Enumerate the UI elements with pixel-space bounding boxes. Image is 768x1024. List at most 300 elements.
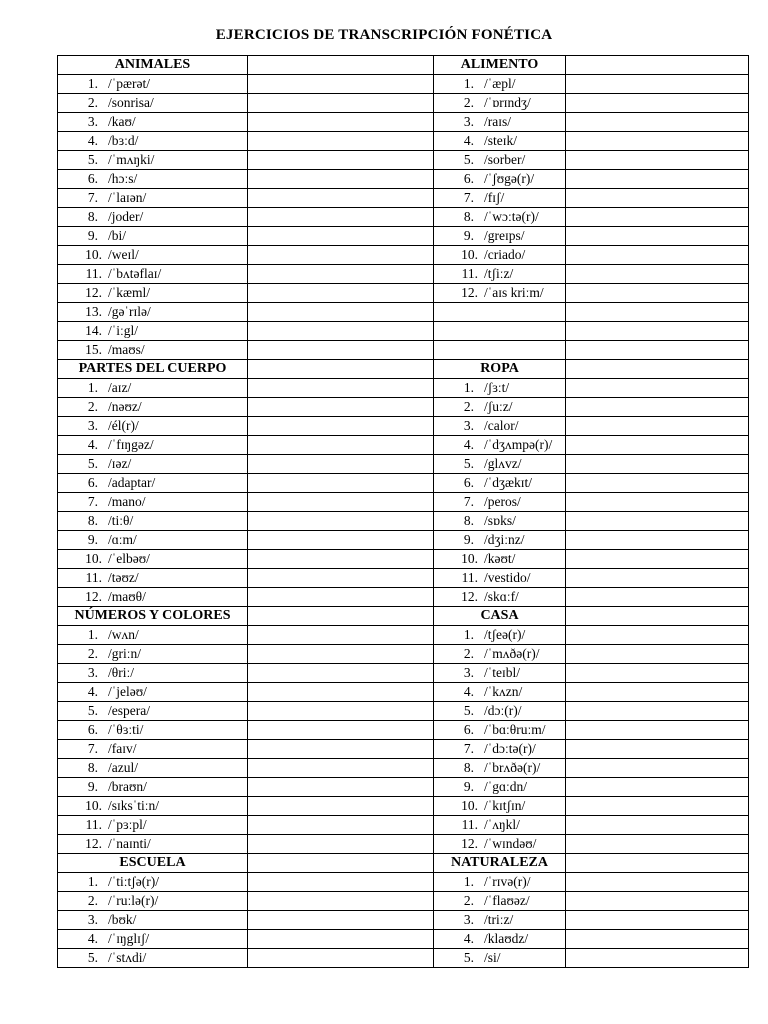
table-row bbox=[58, 474, 749, 493]
answer-cell[interactable] bbox=[566, 341, 749, 360]
answer-cell[interactable] bbox=[248, 151, 434, 170]
word-cell bbox=[58, 189, 248, 208]
table-row bbox=[58, 284, 749, 303]
answer-cell[interactable] bbox=[248, 930, 434, 949]
phonetic-word: /ˈθɜːti/ bbox=[108, 722, 144, 737]
phonetic-word: /θriː/ bbox=[108, 665, 134, 680]
table-row bbox=[58, 664, 749, 683]
phonetic-word: /triːz/ bbox=[484, 912, 514, 927]
table-row bbox=[58, 379, 749, 398]
phonetic-word: /ˈstʌdi/ bbox=[108, 950, 147, 965]
answer-cell[interactable] bbox=[248, 721, 434, 740]
answer-cell[interactable] bbox=[248, 550, 434, 569]
section-heading: ESCUELA bbox=[58, 854, 248, 873]
answer-cell[interactable] bbox=[566, 265, 749, 284]
table-row bbox=[58, 816, 749, 835]
answer-cell[interactable] bbox=[248, 607, 434, 626]
item-number: 3. bbox=[87, 912, 98, 927]
answer-cell[interactable] bbox=[248, 436, 434, 455]
item-number: 3. bbox=[87, 418, 98, 433]
answer-cell[interactable] bbox=[566, 645, 749, 664]
table-row bbox=[58, 778, 749, 797]
answer-cell[interactable] bbox=[248, 189, 434, 208]
table-row bbox=[58, 873, 749, 892]
phonetic-word: /ˈnaɪnti/ bbox=[108, 836, 151, 851]
answer-cell[interactable] bbox=[566, 816, 749, 835]
phonetic-word: /bɜːd/ bbox=[108, 133, 139, 148]
item-number: 10. bbox=[85, 798, 102, 813]
item-number: 1. bbox=[463, 627, 474, 642]
item-number: 9. bbox=[87, 779, 98, 794]
answer-cell[interactable] bbox=[248, 360, 434, 379]
phonetic-word: /təʊz/ bbox=[108, 570, 139, 585]
answer-cell[interactable] bbox=[248, 892, 434, 911]
answer-cell[interactable] bbox=[566, 379, 749, 398]
item-number: 8. bbox=[463, 209, 474, 224]
item-number: 7. bbox=[463, 494, 474, 509]
word-cell bbox=[434, 683, 566, 702]
answer-cell[interactable] bbox=[248, 645, 434, 664]
item-number: 6. bbox=[463, 722, 474, 737]
answer-cell[interactable] bbox=[248, 170, 434, 189]
answer-cell[interactable] bbox=[566, 588, 749, 607]
answer-cell[interactable] bbox=[566, 702, 749, 721]
word-cell bbox=[58, 379, 248, 398]
table-row bbox=[58, 493, 749, 512]
phonetic-word: /dʒiːnz/ bbox=[484, 532, 525, 547]
phonetic-word: /ˈmʌŋki/ bbox=[108, 152, 155, 167]
answer-cell[interactable] bbox=[566, 683, 749, 702]
item-number: 2. bbox=[463, 95, 474, 110]
item-number: 5. bbox=[87, 950, 98, 965]
section-heading: ALIMENTO bbox=[434, 56, 566, 75]
answer-cell[interactable] bbox=[566, 930, 749, 949]
phonetic-word: /ˈelbəʊ/ bbox=[108, 551, 150, 566]
answer-cell[interactable] bbox=[566, 303, 749, 322]
phonetic-word: /weɪl/ bbox=[108, 247, 139, 262]
answer-cell[interactable] bbox=[248, 626, 434, 645]
word-cell bbox=[58, 493, 248, 512]
answer-cell[interactable] bbox=[566, 531, 749, 550]
answer-cell[interactable] bbox=[566, 911, 749, 930]
word-cell bbox=[434, 246, 566, 265]
answer-cell[interactable] bbox=[566, 778, 749, 797]
phonetic-word: /ˈʌŋkl/ bbox=[484, 817, 520, 832]
phonetic-word: /bi/ bbox=[108, 228, 127, 243]
word-cell bbox=[434, 550, 566, 569]
phonetic-word: /calor/ bbox=[484, 418, 519, 433]
answer-cell[interactable] bbox=[566, 417, 749, 436]
answer-cell[interactable] bbox=[248, 113, 434, 132]
word-cell bbox=[434, 284, 566, 303]
phonetic-word: /adaptar/ bbox=[108, 475, 156, 490]
answer-cell[interactable] bbox=[566, 75, 749, 94]
section-heading: NÚMEROS Y COLORES bbox=[58, 607, 248, 626]
item-number: 7. bbox=[463, 190, 474, 205]
answer-cell[interactable] bbox=[248, 75, 434, 94]
word-cell bbox=[58, 303, 248, 322]
phonetic-word: /ˈwɪndəʊ/ bbox=[484, 836, 537, 851]
table-row bbox=[58, 721, 749, 740]
item-number: 12. bbox=[85, 836, 102, 851]
answer-cell[interactable] bbox=[566, 835, 749, 854]
table-row bbox=[58, 835, 749, 854]
item-number: 7. bbox=[87, 741, 98, 756]
word-cell bbox=[58, 683, 248, 702]
answer-cell[interactable] bbox=[566, 170, 749, 189]
item-number: 6. bbox=[463, 171, 474, 186]
answer-cell[interactable] bbox=[248, 132, 434, 151]
answer-cell[interactable] bbox=[248, 588, 434, 607]
phonetic-word: /ˈdʒækɪt/ bbox=[484, 475, 532, 490]
phonetic-word: /tʃiːz/ bbox=[484, 266, 514, 281]
phonetic-word: /ˈdʒʌmpə(r)/ bbox=[484, 437, 553, 452]
answer-cell[interactable] bbox=[566, 626, 749, 645]
word-cell bbox=[434, 721, 566, 740]
word-cell bbox=[58, 645, 248, 664]
item-number: 8. bbox=[87, 760, 98, 775]
answer-cell[interactable] bbox=[248, 303, 434, 322]
phonetic-word: /ˈkɪtʃɪn/ bbox=[484, 798, 526, 813]
word-cell bbox=[58, 132, 248, 151]
answer-cell[interactable] bbox=[566, 189, 749, 208]
phonetic-word: /hɔːs/ bbox=[108, 171, 138, 186]
table-row bbox=[58, 265, 749, 284]
answer-cell[interactable] bbox=[248, 474, 434, 493]
section-heading: CASA bbox=[434, 607, 566, 626]
word-cell bbox=[434, 531, 566, 550]
item-number: 5. bbox=[87, 703, 98, 718]
answer-cell[interactable] bbox=[566, 113, 749, 132]
item-number: 1. bbox=[463, 874, 474, 889]
item-number: 11. bbox=[85, 570, 102, 585]
table-row bbox=[58, 341, 749, 360]
section-header-row bbox=[58, 607, 749, 626]
answer-cell[interactable] bbox=[566, 208, 749, 227]
word-cell bbox=[58, 816, 248, 835]
word-cell bbox=[58, 246, 248, 265]
phonetic-word: /ˈʃʊgə(r)/ bbox=[484, 171, 535, 186]
answer-cell[interactable] bbox=[566, 512, 749, 531]
phonetic-word: /vestido/ bbox=[484, 570, 531, 585]
word-cell bbox=[58, 455, 248, 474]
answer-cell[interactable] bbox=[248, 740, 434, 759]
word-cell bbox=[58, 208, 248, 227]
word-cell bbox=[434, 436, 566, 455]
item-number: 3. bbox=[87, 665, 98, 680]
answer-cell[interactable] bbox=[248, 208, 434, 227]
phonetic-word: /joder/ bbox=[108, 209, 144, 224]
answer-cell[interactable] bbox=[248, 227, 434, 246]
answer-cell[interactable] bbox=[566, 455, 749, 474]
word-cell bbox=[434, 132, 566, 151]
word-cell bbox=[58, 626, 248, 645]
word-cell bbox=[58, 588, 248, 607]
item-number: 7. bbox=[87, 190, 98, 205]
answer-cell[interactable] bbox=[566, 607, 749, 626]
item-number: 7. bbox=[463, 741, 474, 756]
table-row bbox=[58, 759, 749, 778]
phonetic-word: /ˈkʌzn/ bbox=[484, 684, 523, 699]
empty-cell bbox=[434, 322, 566, 341]
item-number: 4. bbox=[463, 437, 474, 452]
phonetic-word: /ˈrɪvə(r)/ bbox=[484, 874, 531, 889]
table-row bbox=[58, 930, 749, 949]
word-cell bbox=[434, 569, 566, 588]
answer-cell[interactable] bbox=[248, 911, 434, 930]
item-number: 9. bbox=[87, 532, 98, 547]
answer-cell[interactable] bbox=[248, 816, 434, 835]
answer-cell[interactable] bbox=[566, 797, 749, 816]
phonetic-word: /bʊk/ bbox=[108, 912, 137, 927]
answer-cell[interactable] bbox=[248, 379, 434, 398]
item-number: 8. bbox=[463, 513, 474, 528]
phonetic-word: /klaʊdz/ bbox=[484, 931, 529, 946]
word-cell bbox=[434, 417, 566, 436]
item-number: 1. bbox=[463, 76, 474, 91]
item-number: 9. bbox=[463, 228, 474, 243]
answer-cell[interactable] bbox=[566, 227, 749, 246]
word-cell bbox=[434, 873, 566, 892]
section-heading: ANIMALES bbox=[58, 56, 248, 75]
table-row bbox=[58, 398, 749, 417]
answer-cell[interactable] bbox=[248, 759, 434, 778]
word-cell bbox=[58, 417, 248, 436]
word-cell bbox=[58, 531, 248, 550]
phonetic-word: /ˈlaɪən/ bbox=[108, 190, 147, 205]
answer-cell[interactable] bbox=[248, 949, 434, 968]
word-cell bbox=[434, 892, 566, 911]
item-number: 3. bbox=[87, 114, 98, 129]
answer-cell[interactable] bbox=[248, 455, 434, 474]
answer-cell[interactable] bbox=[566, 94, 749, 113]
answer-cell[interactable] bbox=[566, 569, 749, 588]
phonetic-word: /skɑːf/ bbox=[484, 589, 519, 604]
word-cell bbox=[434, 626, 566, 645]
table-row bbox=[58, 303, 749, 322]
answer-cell[interactable] bbox=[566, 436, 749, 455]
word-cell bbox=[58, 436, 248, 455]
table-row bbox=[58, 588, 749, 607]
item-number: 10. bbox=[85, 551, 102, 566]
answer-cell[interactable] bbox=[248, 94, 434, 113]
phonetic-word: /ˈɒrɪndʒ/ bbox=[484, 95, 531, 110]
item-number: 6. bbox=[87, 722, 98, 737]
word-cell bbox=[58, 721, 248, 740]
answer-cell[interactable] bbox=[248, 778, 434, 797]
word-cell bbox=[434, 208, 566, 227]
answer-cell[interactable] bbox=[248, 664, 434, 683]
phonetic-word: /maʊs/ bbox=[108, 342, 145, 357]
item-number: 3. bbox=[463, 912, 474, 927]
word-cell bbox=[434, 379, 566, 398]
answer-cell[interactable] bbox=[566, 398, 749, 417]
answer-cell[interactable] bbox=[566, 892, 749, 911]
phonetic-word: /nəʊz/ bbox=[108, 399, 142, 414]
word-cell bbox=[434, 113, 566, 132]
section-header-row bbox=[58, 360, 749, 379]
item-number: 10. bbox=[461, 798, 478, 813]
word-cell bbox=[58, 284, 248, 303]
word-cell bbox=[434, 778, 566, 797]
table-row bbox=[58, 151, 749, 170]
item-number: 3. bbox=[463, 114, 474, 129]
transcription-table bbox=[57, 55, 749, 968]
answer-cell[interactable] bbox=[566, 854, 749, 873]
answer-cell[interactable] bbox=[248, 322, 434, 341]
phonetic-word: /ˈwɔːtə(r)/ bbox=[484, 209, 539, 224]
phonetic-word: /wʌn/ bbox=[108, 627, 139, 642]
phonetic-word: /ˈpɜːpl/ bbox=[108, 817, 147, 832]
item-number: 3. bbox=[463, 418, 474, 433]
word-cell bbox=[58, 474, 248, 493]
table-row bbox=[58, 227, 749, 246]
answer-cell[interactable] bbox=[248, 531, 434, 550]
item-number: 4. bbox=[87, 437, 98, 452]
answer-cell[interactable] bbox=[566, 360, 749, 379]
phonetic-word: /ʃɜːt/ bbox=[484, 380, 510, 395]
word-cell bbox=[58, 702, 248, 721]
answer-cell[interactable] bbox=[248, 569, 434, 588]
phonetic-word: /ˈbɑːθruːm/ bbox=[484, 722, 546, 737]
answer-cell[interactable] bbox=[248, 265, 434, 284]
item-number: 4. bbox=[87, 931, 98, 946]
item-number: 4. bbox=[463, 133, 474, 148]
word-cell bbox=[434, 94, 566, 113]
answer-cell[interactable] bbox=[566, 949, 749, 968]
answer-cell[interactable] bbox=[248, 835, 434, 854]
phonetic-word: /fɪʃ/ bbox=[484, 190, 505, 205]
table-row bbox=[58, 683, 749, 702]
item-number: 2. bbox=[463, 399, 474, 414]
word-cell bbox=[434, 740, 566, 759]
answer-cell[interactable] bbox=[248, 341, 434, 360]
item-number: 9. bbox=[87, 228, 98, 243]
answer-cell[interactable] bbox=[566, 56, 749, 75]
item-number: 4. bbox=[463, 684, 474, 699]
section-header-row bbox=[58, 854, 749, 873]
phonetic-word: /glʌvz/ bbox=[484, 456, 522, 471]
phonetic-word: /tʃeə(r)/ bbox=[484, 627, 526, 642]
item-number: 1. bbox=[463, 380, 474, 395]
answer-cell[interactable] bbox=[248, 702, 434, 721]
item-number: 11. bbox=[461, 817, 478, 832]
word-cell bbox=[434, 949, 566, 968]
answer-cell[interactable] bbox=[566, 550, 749, 569]
table-row bbox=[58, 322, 749, 341]
table-row bbox=[58, 189, 749, 208]
word-cell bbox=[58, 873, 248, 892]
table-row bbox=[58, 740, 749, 759]
word-cell bbox=[58, 569, 248, 588]
item-number: 4. bbox=[87, 133, 98, 148]
phonetic-word: /ˈflaʊəz/ bbox=[484, 893, 530, 908]
section-heading: ROPA bbox=[434, 360, 566, 379]
item-number: 11. bbox=[461, 266, 478, 281]
answer-cell[interactable] bbox=[566, 664, 749, 683]
phonetic-word: /ˈkæml/ bbox=[108, 285, 151, 300]
item-number: 8. bbox=[87, 513, 98, 528]
phonetic-word: /ˈbrʌðə(r)/ bbox=[484, 760, 541, 775]
table-row bbox=[58, 170, 749, 189]
item-number: 7. bbox=[87, 494, 98, 509]
word-cell bbox=[434, 664, 566, 683]
phonetic-word: /raɪs/ bbox=[484, 114, 511, 129]
answer-cell[interactable] bbox=[248, 683, 434, 702]
phonetic-word: /peros/ bbox=[484, 494, 521, 509]
answer-cell[interactable] bbox=[566, 740, 749, 759]
table-row bbox=[58, 512, 749, 531]
item-number: 8. bbox=[87, 209, 98, 224]
answer-cell[interactable] bbox=[566, 284, 749, 303]
answer-cell[interactable] bbox=[566, 493, 749, 512]
word-cell bbox=[434, 151, 566, 170]
phonetic-word: /espera/ bbox=[108, 703, 150, 718]
phonetic-word: /si/ bbox=[484, 950, 501, 965]
word-cell bbox=[434, 512, 566, 531]
answer-cell[interactable] bbox=[248, 493, 434, 512]
answer-cell[interactable] bbox=[248, 417, 434, 436]
phonetic-word: /ˈiːgl/ bbox=[108, 323, 138, 338]
item-number: 2. bbox=[87, 399, 98, 414]
word-cell bbox=[58, 740, 248, 759]
answer-cell[interactable] bbox=[248, 398, 434, 417]
phonetic-word: /ˈbʌtəflaɪ/ bbox=[108, 266, 162, 281]
phonetic-word: /greɪps/ bbox=[484, 228, 525, 243]
item-number: 11. bbox=[461, 570, 478, 585]
item-number: 1. bbox=[87, 627, 98, 642]
answer-cell[interactable] bbox=[566, 474, 749, 493]
answer-cell[interactable] bbox=[566, 322, 749, 341]
phonetic-word: /ˈtiːtʃə(r)/ bbox=[108, 874, 159, 889]
answer-cell[interactable] bbox=[248, 284, 434, 303]
answer-cell[interactable] bbox=[248, 797, 434, 816]
item-number: 5. bbox=[463, 456, 474, 471]
answer-cell[interactable] bbox=[566, 132, 749, 151]
answer-cell[interactable] bbox=[248, 854, 434, 873]
answer-cell[interactable] bbox=[248, 873, 434, 892]
table-row bbox=[58, 417, 749, 436]
answer-cell[interactable] bbox=[566, 759, 749, 778]
word-cell bbox=[58, 550, 248, 569]
table-row bbox=[58, 702, 749, 721]
answer-cell[interactable] bbox=[248, 512, 434, 531]
phonetic-word: /ˈaɪs kriːm/ bbox=[484, 285, 544, 300]
answer-cell[interactable] bbox=[248, 246, 434, 265]
word-cell bbox=[58, 664, 248, 683]
item-number: 4. bbox=[87, 684, 98, 699]
word-cell bbox=[58, 75, 248, 94]
table-row bbox=[58, 569, 749, 588]
answer-cell[interactable] bbox=[566, 873, 749, 892]
word-cell bbox=[434, 455, 566, 474]
phonetic-word: /ˈfɪŋgəz/ bbox=[108, 437, 154, 452]
word-cell bbox=[434, 493, 566, 512]
item-number: 10. bbox=[85, 247, 102, 262]
word-cell bbox=[434, 588, 566, 607]
word-cell bbox=[58, 797, 248, 816]
answer-cell[interactable] bbox=[566, 246, 749, 265]
answer-cell[interactable] bbox=[566, 151, 749, 170]
answer-cell[interactable] bbox=[566, 721, 749, 740]
word-cell bbox=[434, 75, 566, 94]
page-title: EJERCICIOS DE TRANSCRIPCIÓN FONÉTICA bbox=[215, 27, 553, 43]
word-cell bbox=[434, 170, 566, 189]
answer-cell[interactable] bbox=[248, 56, 434, 75]
item-number: 2. bbox=[463, 893, 474, 908]
empty-cell bbox=[434, 303, 566, 322]
word-cell bbox=[434, 398, 566, 417]
